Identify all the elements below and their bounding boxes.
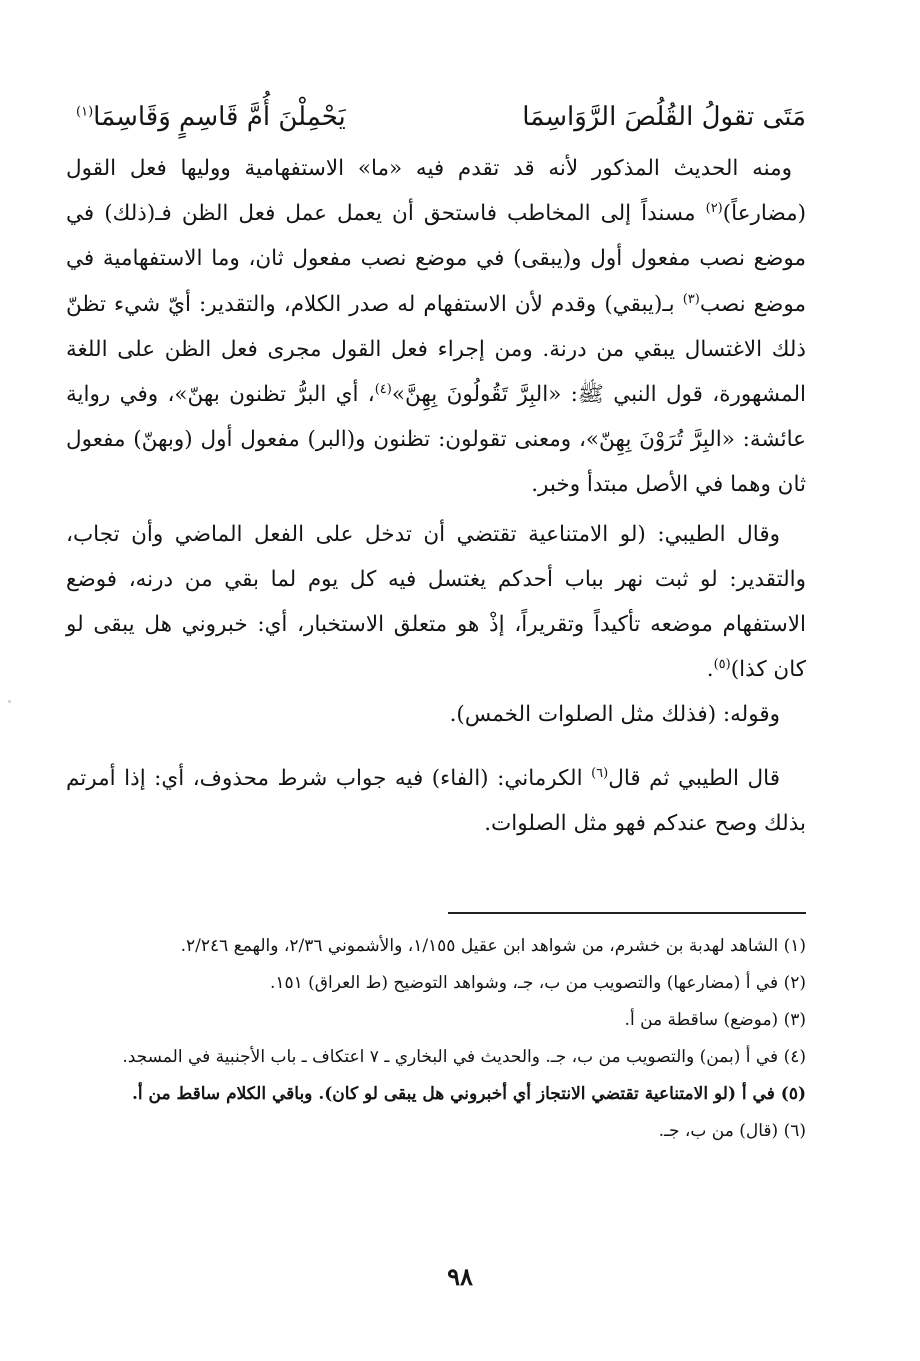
footnote-ref-2[interactable]: (٢) [705, 201, 723, 217]
footnote-3: (٣) (موضع) ساقطة من أ. [624, 1010, 806, 1030]
verse-first-text: مَتَى تقولُ القُلُصَ الرَّوَاسِمَا [522, 102, 806, 132]
footnote-ref-3[interactable]: (٣) [682, 291, 700, 307]
footnote-ref-1[interactable]: (١) [76, 104, 94, 120]
verse-second-text: يَحْمِلْنَ أُمَّ قَاسِمٍ وَقَاسِمَا [93, 102, 346, 132]
scan-speck [8, 700, 11, 703]
footnote-ref-5[interactable]: (٥) [713, 657, 731, 673]
paragraph-4-text-a: قال الطيبي ثم قال [608, 765, 780, 791]
paragraph-tibi-quote [66, 512, 806, 693]
paragraph-3-text: وقوله: (فذلك مثل الصلوات الخمس). [449, 702, 780, 728]
poetry-verse [66, 92, 806, 142]
verse-hemistich-first [522, 92, 806, 142]
page-body [66, 92, 806, 846]
footnote-ref-6[interactable]: (٦) [591, 765, 609, 781]
paragraph-1-text-c: بـ(يبقي) وقدم لأن الاستفهام له صدر الكلام، والتقدير: أيّ شيء تظنّ ذلك الاغتسال يبقي من درنة. ومن إجراء فعل القول مجرى فعل الظن على اللغة المشهورة، قول النبي ﷺ: «البِرَّ تَقُولُونَ بِهِنَّ» [66, 291, 806, 408]
paragraph-2-text-b: . [706, 657, 714, 683]
footnote-5: (٥) في أ (لو الامتناعية تقتضي الانتجاز أي أخبروني هل يبقى لو كان). وباقي الكلام ساقط من أ. [131, 1084, 806, 1104]
page-number: ٩٨ [447, 1262, 473, 1291]
footnote-1: (١) الشاهد لهدبة بن خشرم، من شواهد ابن عقيل ١/١٥٥، والأشموني ٢/٣٦، والهمع ٢/٢٤٦. [180, 936, 806, 956]
paragraph-1-text-b: مسنداً إلى المخاطب فاستحق أن يعمل عمل فعل الظن فـ(ذلك) في موضع نصب مفعول أول و(يبقى) في موضع نصب مفعول ثان، وما الاستفهامية في موضع نصب [66, 201, 806, 317]
paragraph-hadith-analysis [66, 146, 806, 508]
footnote-6: (٦) (قال) من ب، جـ. [658, 1121, 806, 1141]
footnotes-section [66, 930, 806, 1152]
footnote-4: (٤) في أ (بمن) والتصويب من ب، جـ. والحديث في البخاري ـ ٧ اعتكاف ـ باب الأجنبية في المسجد. [122, 1047, 806, 1067]
paragraph-4-text-b: الكرماني: (الفاء) فيه جواب شرط محذوف، أي: إذا أمرتم بذلك وصح عندكم فهو مثل الصلوات. [66, 765, 806, 836]
paragraph-kirmani [66, 756, 806, 846]
footnote-divider [448, 912, 806, 914]
paragraph-2-text-a: وقال الطيبي: (لو الامتناعية تقتضي أن تدخل على الفعل الماضي وأن تجاب، والتقدير: لو ثبت نهر بباب أحدكم يغتسل فيه كل يوم لما بقي من درنه، فوضع الاستفهام موضعه تأكيداً وتقريراً، إذْ هو متعلق الاستخبار، أي: خبروني هل يبقى لو كان كذا) [66, 521, 806, 683]
paragraph-his-saying [66, 692, 806, 737]
verse-hemistich-second [76, 92, 346, 142]
footnote-2: (٢) في أ (مضارعها) والتصويب من ب، جـ، وشواهد التوضيح (ط العراق) ١٥١. [269, 973, 806, 993]
paragraph-1-text-d: ، أي البرُّ تظنون بهنّ»، وفي رواية عائشة: «البِرَّ تُرَوْنَ بِهِنّ»، ومعنى تقولون: تظنون و(البر) مفعول أول (وبهنّ) مفعول ثان وهما في الأصل مبتدأ وخبر. [66, 382, 806, 498]
footnote-ref-4[interactable]: (٤) [374, 381, 392, 397]
paragraph-1-text-a: ومنه الحديث المذكور لأنه قد تقدم فيه «ما» الاستفهامية ووليها فعل القول (مضارعاً) [66, 156, 806, 227]
